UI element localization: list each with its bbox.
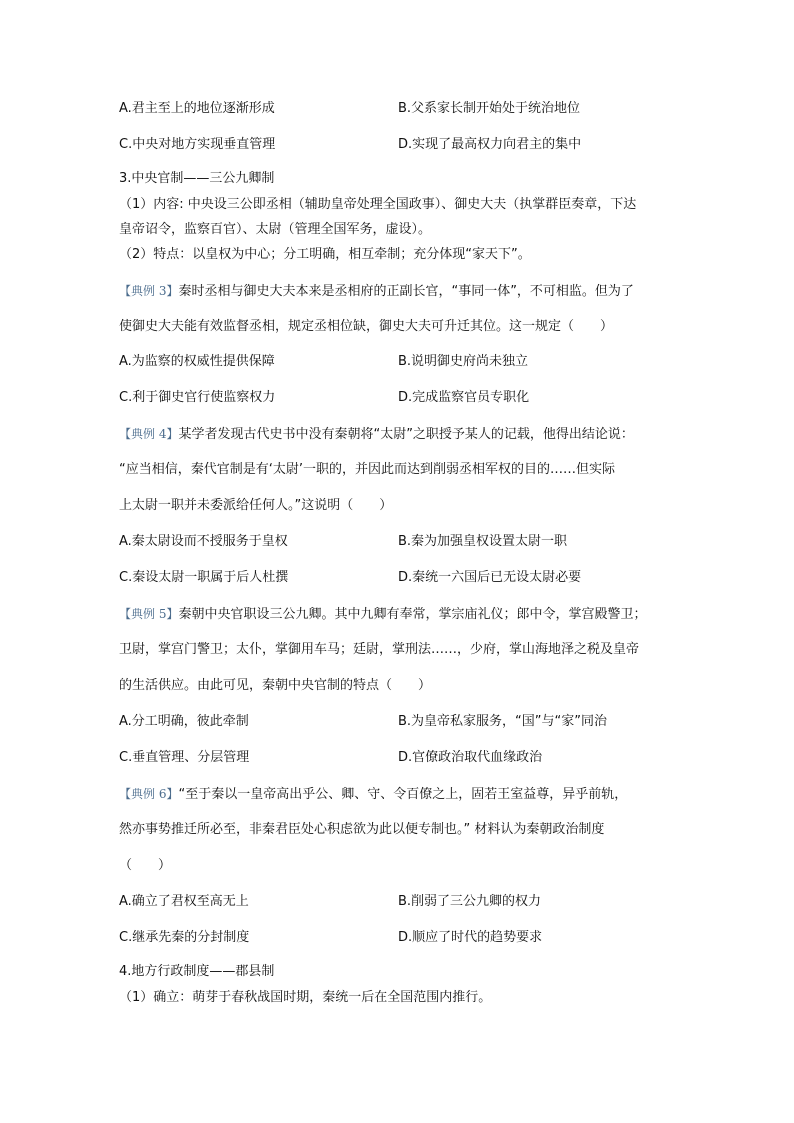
ex6-option-b: B.削弱了三公九卿的权力 <box>398 894 542 909</box>
example6-text: “至于秦以一皇帝高出乎公、卿、守、令百僚之上，固若王室益尊，异乎前轨， <box>178 787 628 802</box>
example4-tag: 【典例 4】 <box>119 427 179 441</box>
example5-line2: 卫尉，掌宫门警卫；太仆，掌御用车马；廷尉，掌刑法……，少府，掌山海地泽之税及皇帝 <box>119 642 640 657</box>
example5-tag: 【典例 5】 <box>119 607 179 621</box>
example5-line1 <box>119 605 646 624</box>
ex3-option-b: B.说明御史府尚未独立 <box>398 354 529 369</box>
section3-features: （2）特点：以皇权为中心；分工明确，相互牵制；充分体现“家天下”。 <box>119 247 531 262</box>
example5-text: 秦朝中央官职设三公九卿。其中九卿有奉常，掌宗庙礼仪；郎中令，掌宫殿警卫； <box>178 607 647 622</box>
example5-line3: 的生活供应。由此可见，秦朝中央官制的特点（ ） <box>119 678 432 693</box>
ex4-option-a: A.秦太尉设而不授服务于皇权 <box>119 534 288 549</box>
ex6-option-c: C.继承先秦的分封制度 <box>119 930 250 945</box>
example3-line1 <box>119 282 634 301</box>
section3-content-line1: （1）内容: 中央设三公即丞相（辅助皇帝处理全国政事）、御史大夫（执掌群臣奏章，下达 <box>119 197 637 212</box>
ex5-option-c: C.垂直管理、分层管理 <box>119 750 250 765</box>
q2-option-b: B.父系家长制开始处于统治地位 <box>398 101 581 116</box>
example4-line3: 上太尉一职并未委派给任何人。”这说明（ ） <box>119 498 393 513</box>
ex6-option-d: D.顺应了时代的趋势要求 <box>398 930 543 945</box>
ex5-option-b: B.为皇帝私家服务，“国”与“家”同治 <box>398 714 607 729</box>
ex6-option-a: A.确立了君权至高无上 <box>119 894 249 909</box>
ex4-option-b: B.秦为加强皇权设置太尉一职 <box>398 534 568 549</box>
example3-text: 秦时丞相与御史大夫本来是丞相府的正副长官，“事同一体”，不可相监。但为了 <box>178 284 634 299</box>
example6-line3: （ ） <box>119 858 172 873</box>
q2-option-c: C.中央对地方实现垂直管理 <box>119 137 276 152</box>
section4-establish: （1）确立：萌芽于春秋战国时期，秦统一后在全国范围内推行。 <box>119 990 492 1005</box>
example4-line1 <box>119 425 634 444</box>
example4-line2: “应当相信，秦代官制是有‘太尉’一职的，并因此而达到削弱丞相军权的目的……但实际 <box>119 462 616 477</box>
q2-option-a: A.君主至上的地位逐渐形成 <box>119 101 275 116</box>
ex5-option-d: D.官僚政治取代血缘政治 <box>398 750 543 765</box>
ex3-option-c: C.利于御史官行使监察权力 <box>119 390 276 405</box>
example6-tag: 【典例 6】 <box>119 787 179 801</box>
example4-text: 某学者发现古代史书中没有秦朝将“太尉”之职授予某人的记载，他得出结论说： <box>178 427 634 442</box>
ex5-option-a: A.分工明确，彼此牵制 <box>119 714 249 729</box>
ex4-option-c: C.秦设太尉一职属于后人杜撰 <box>119 570 289 585</box>
example6-line2: 然亦事势推迁所必至，非秦君臣处心积虑欲为此以便专制也。” 材料认为秦朝政治制度 <box>119 822 605 837</box>
section3-heading: 3.中央官制——三公九卿制 <box>119 171 275 186</box>
example6-line1 <box>119 785 627 804</box>
example3-tag: 【典例 3】 <box>119 284 179 298</box>
example3-line2: 使御史大夫能有效监督丞相，规定丞相位缺，御史大夫可升迁其位。这一规定（ ） <box>119 319 614 334</box>
q2-option-d: D.实现了最高权力向君主的集中 <box>398 137 582 152</box>
ex3-option-d: D.完成监察官员专职化 <box>398 390 530 405</box>
ex3-option-a: A.为监察的权威性提供保障 <box>119 354 275 369</box>
section3-content-line2: 皇帝诏令，监察百官）、太尉（管理全国军务，虚设）。 <box>119 222 432 237</box>
ex4-option-d: D.秦统一六国后已无设太尉必要 <box>398 570 582 585</box>
section4-heading: 4.地方行政制度——郡县制 <box>119 964 275 979</box>
